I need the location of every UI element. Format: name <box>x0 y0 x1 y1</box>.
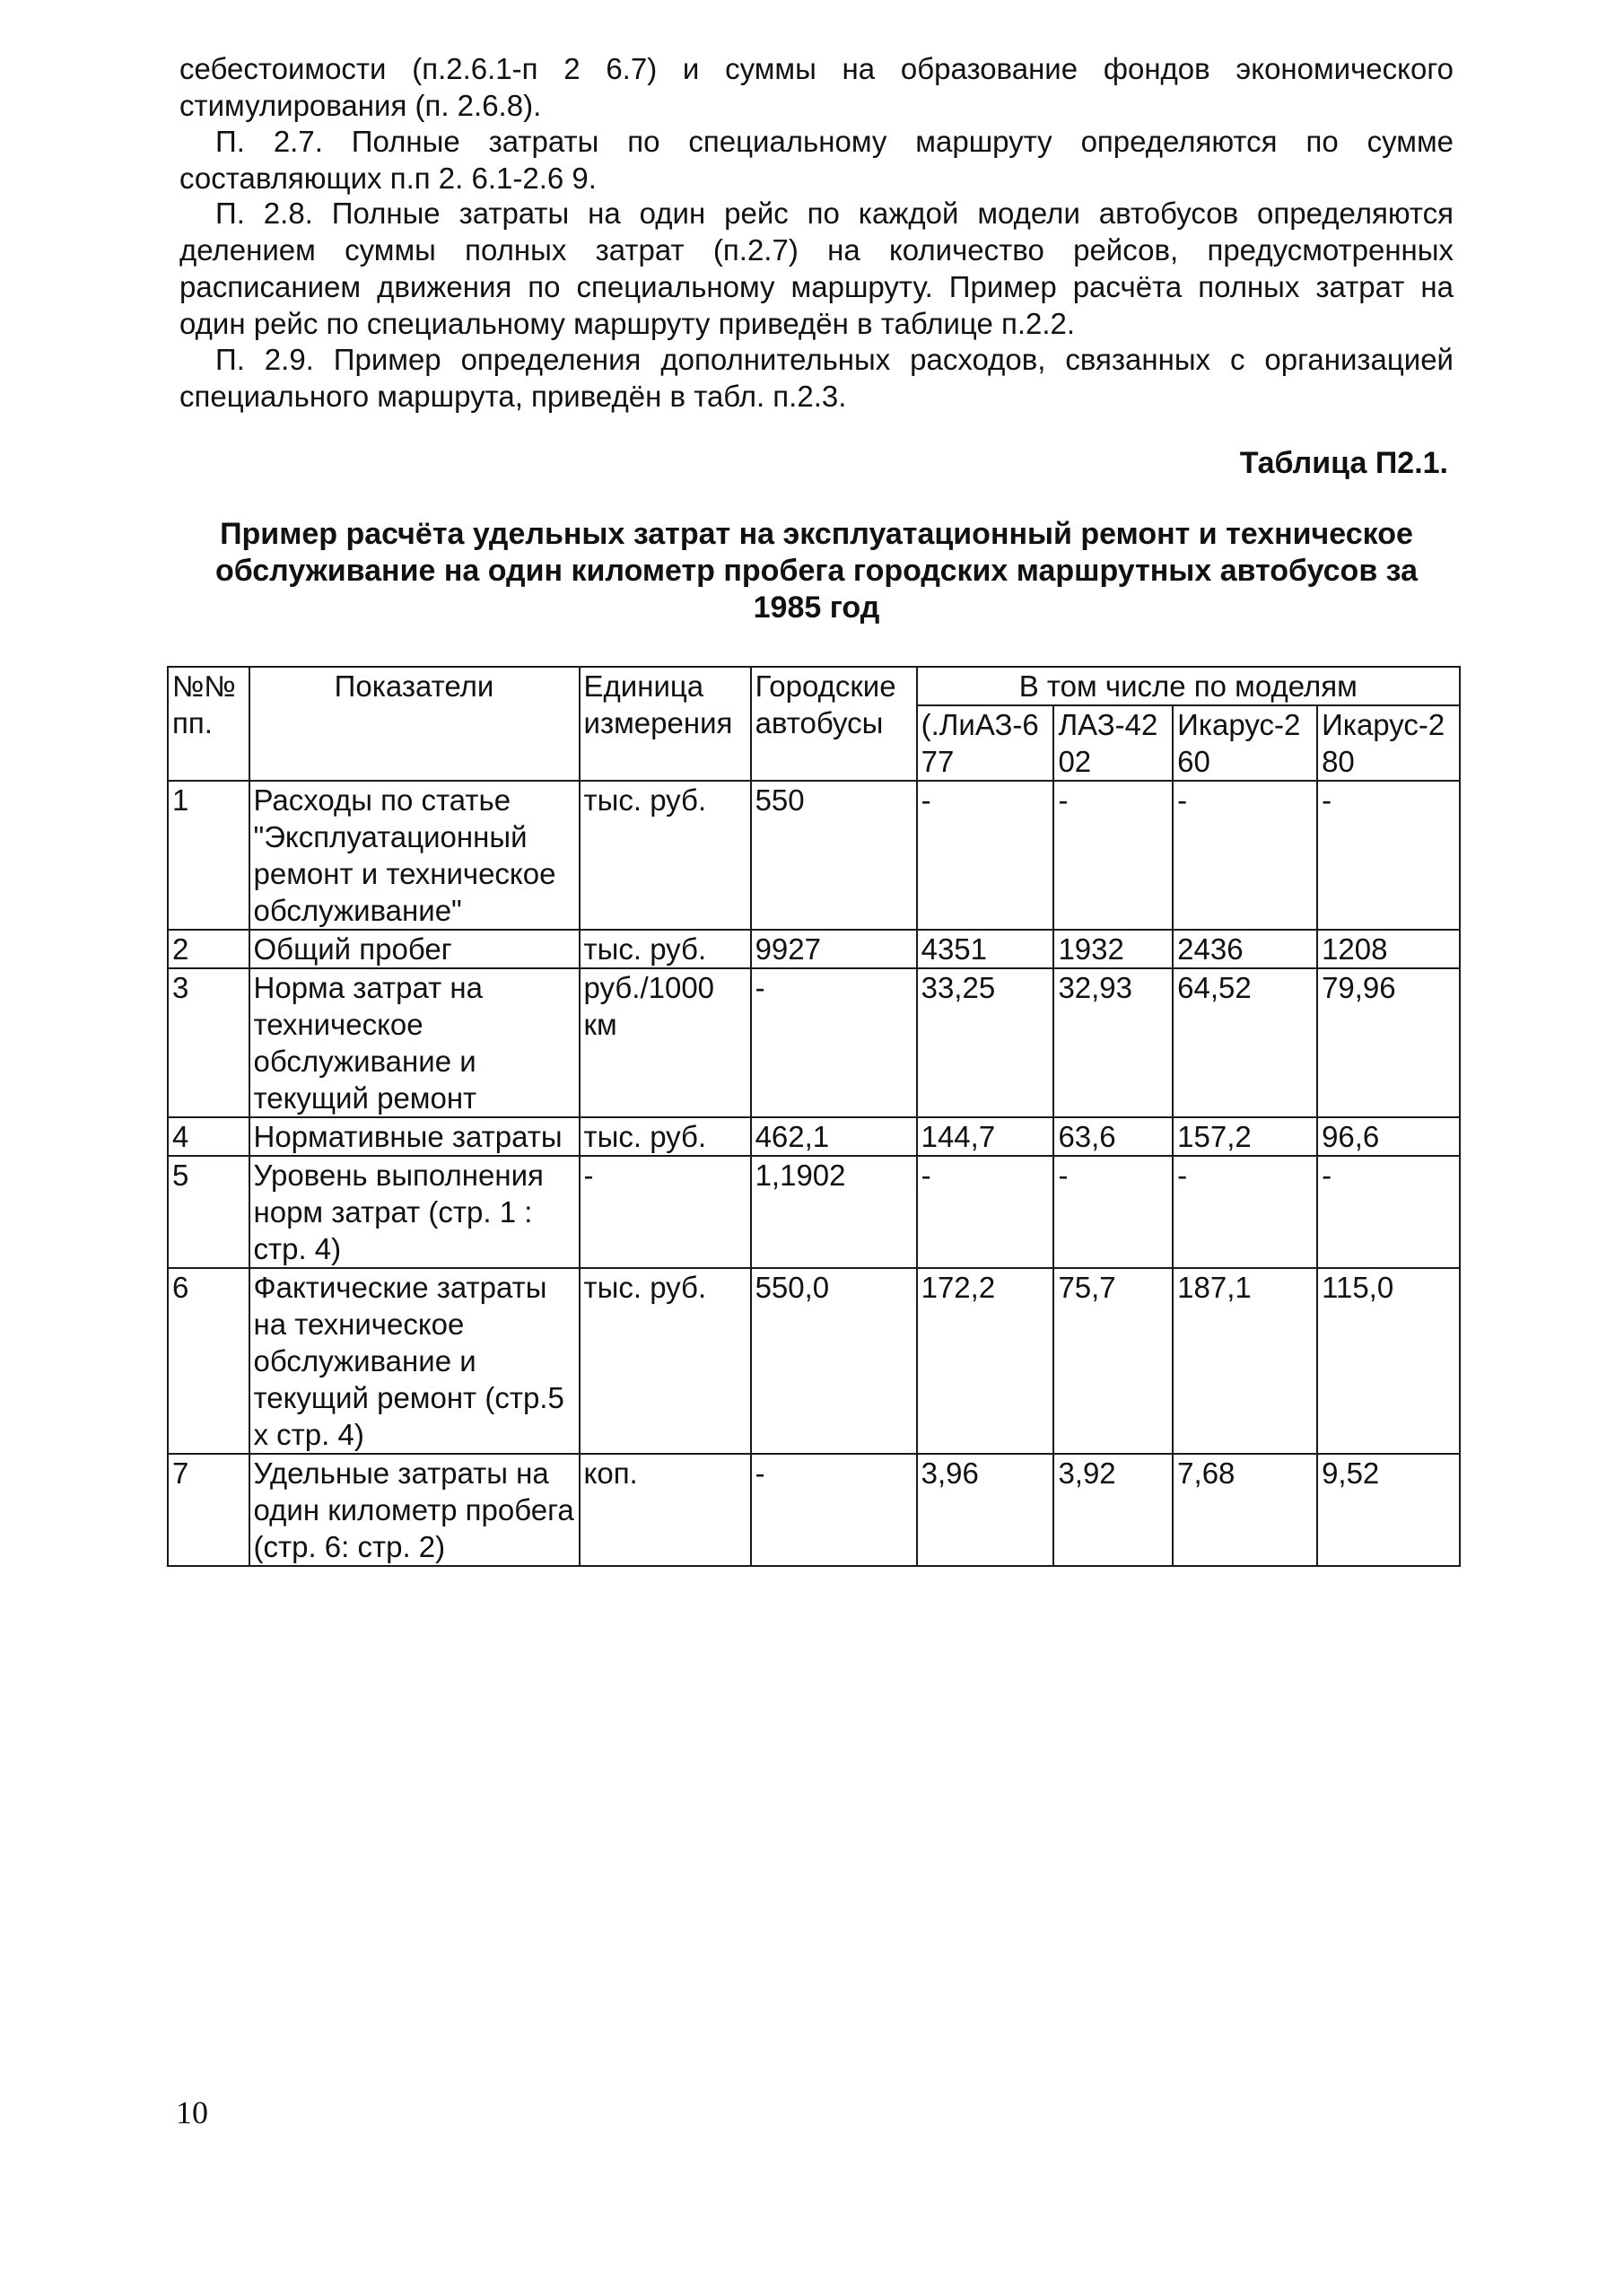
row-model-value: 32,93 <box>1053 968 1173 1117</box>
header-models-group: В том числе по моделям <box>917 667 1460 705</box>
row-num: 6 <box>168 1268 249 1454</box>
row-total: - <box>751 968 917 1117</box>
row-model-value: 96,6 <box>1317 1117 1460 1156</box>
row-model-value: - <box>1053 1156 1173 1268</box>
row-indicator: Удельные затраты на один километр пробега (стр. 6: стр. 2) <box>249 1454 580 1566</box>
header-indicator: Показатели <box>249 667 580 781</box>
row-unit: тыс. руб. <box>580 781 751 930</box>
row-model-value: 2436 <box>1173 930 1317 968</box>
header-model-laz-4202: ЛАЗ-4202 <box>1053 705 1173 781</box>
row-total: 550,0 <box>751 1268 917 1454</box>
row-unit: коп. <box>580 1454 751 1566</box>
row-model-value: 157,2 <box>1173 1117 1317 1156</box>
row-unit: тыс. руб. <box>580 1268 751 1454</box>
paragraph-2-7 <box>179 123 1454 197</box>
data-table <box>167 666 1461 1567</box>
table-label: Таблица П2.1. <box>1239 446 1448 480</box>
row-model-value: - <box>1317 781 1460 930</box>
row-total: - <box>751 1454 917 1566</box>
header-model-liaz-677: (.ЛиАЗ-677 <box>917 705 1054 781</box>
row-unit: тыс. руб. <box>580 930 751 968</box>
row-num: 5 <box>168 1156 249 1268</box>
row-model-value: 7,68 <box>1173 1454 1317 1566</box>
row-model-value: 187,1 <box>1173 1268 1317 1454</box>
row-model-value: 79,96 <box>1317 968 1460 1117</box>
table-row <box>168 1117 1460 1156</box>
row-indicator: Уровень выполнения норм затрат (стр. 1 : стр. 4) <box>249 1156 580 1268</box>
row-model-value: 9,52 <box>1317 1454 1460 1566</box>
row-indicator: Норма затрат на техническое обслуживание и текущий ремонт <box>249 968 580 1117</box>
row-indicator: Расходы по статье "Эксплуатационный ремонт и техническое обслуживание" <box>249 781 580 930</box>
row-total: 9927 <box>751 930 917 968</box>
row-num: 3 <box>168 968 249 1117</box>
row-total: 550 <box>751 781 917 930</box>
table-header-row <box>168 667 1460 705</box>
header-unit: Единица измерения <box>580 667 751 781</box>
row-model-value: 75,7 <box>1053 1268 1173 1454</box>
table-title: Пример расчёта удельных затрат на эксплуатационный ремонт и техническое обслуживание на один километр пробега городских маршрутных автобусов за 1985 год <box>214 517 1419 625</box>
row-model-value: 144,7 <box>917 1117 1054 1156</box>
row-indicator: Общий пробег <box>249 930 580 968</box>
row-num: 7 <box>168 1454 249 1566</box>
row-total: 1,1902 <box>751 1156 917 1268</box>
row-num: 4 <box>168 1117 249 1156</box>
row-model-value: 1932 <box>1053 930 1173 968</box>
table-row <box>168 781 1460 930</box>
header-city-buses: Городские автобусы <box>751 667 917 781</box>
row-model-value: - <box>1317 1156 1460 1268</box>
table-row <box>168 1454 1460 1566</box>
paragraph-2-8 <box>179 195 1454 342</box>
row-model-value: - <box>1173 1156 1317 1268</box>
row-indicator: Фактические затраты на техническое обслуживание и текущий ремонт (стр.5 х стр. 4) <box>249 1268 580 1454</box>
row-model-value: 172,2 <box>917 1268 1054 1454</box>
row-unit: руб./1000 км <box>580 968 751 1117</box>
header-model-ikarus-280: Икарус-280 <box>1317 705 1460 781</box>
row-indicator: Нормативные затраты <box>249 1117 580 1156</box>
row-num: 2 <box>168 930 249 968</box>
row-model-value: - <box>1053 781 1173 930</box>
row-total: 462,1 <box>751 1117 917 1156</box>
row-model-value: 63,6 <box>1053 1117 1173 1156</box>
table-row <box>168 1156 1460 1268</box>
table-row <box>168 930 1460 968</box>
paragraph-2-8-text: П. 2.8. Полные затраты на один рейс по каждой модели автобусов определяются делением суммы полных затрат (п.2.7) на количество рейсов, предусмотренных расписанием движения по специальному маршруту. Пример расчёта полных затрат на один рейс по специальному маршруту приведён в таблице п.2.2. <box>179 197 1454 340</box>
row-model-value: 3,92 <box>1053 1454 1173 1566</box>
header-num: №№ пп. <box>168 667 249 781</box>
paragraph-2-9 <box>179 341 1454 415</box>
row-model-value: 33,25 <box>917 968 1054 1117</box>
row-unit: тыс. руб. <box>580 1117 751 1156</box>
row-model-value: - <box>1173 781 1317 930</box>
row-model-value: - <box>917 1156 1054 1268</box>
row-model-value: 1208 <box>1317 930 1460 968</box>
paragraph-2-7-text: П. 2.7. Полные затраты по специальному маршруту определяются по сумме составляющих п.п 2. 6.1-2.6 9. <box>179 125 1454 195</box>
row-model-value: 4351 <box>917 930 1054 968</box>
row-model-value: - <box>917 781 1054 930</box>
table-row <box>168 968 1460 1117</box>
paragraph-continuation: себестоимости (п.2.6.1-п 2 6.7) и суммы на образование фондов экономического стимулирования (п. 2.6.8). <box>179 52 1454 122</box>
row-model-value: 115,0 <box>1317 1268 1460 1454</box>
table-row <box>168 1268 1460 1454</box>
paragraph-2-9-text: П. 2.9. Пример определения дополнительных расходов, связанных с организацией специального маршрута, приведён в табл. п.2.3. <box>179 343 1454 413</box>
header-model-ikarus-260: Икарус-260 <box>1173 705 1317 781</box>
row-unit: - <box>580 1156 751 1268</box>
row-model-value: 64,52 <box>1173 968 1317 1117</box>
page-number: 10 <box>176 2095 208 2130</box>
row-num: 1 <box>168 781 249 930</box>
row-model-value: 3,96 <box>917 1454 1054 1566</box>
